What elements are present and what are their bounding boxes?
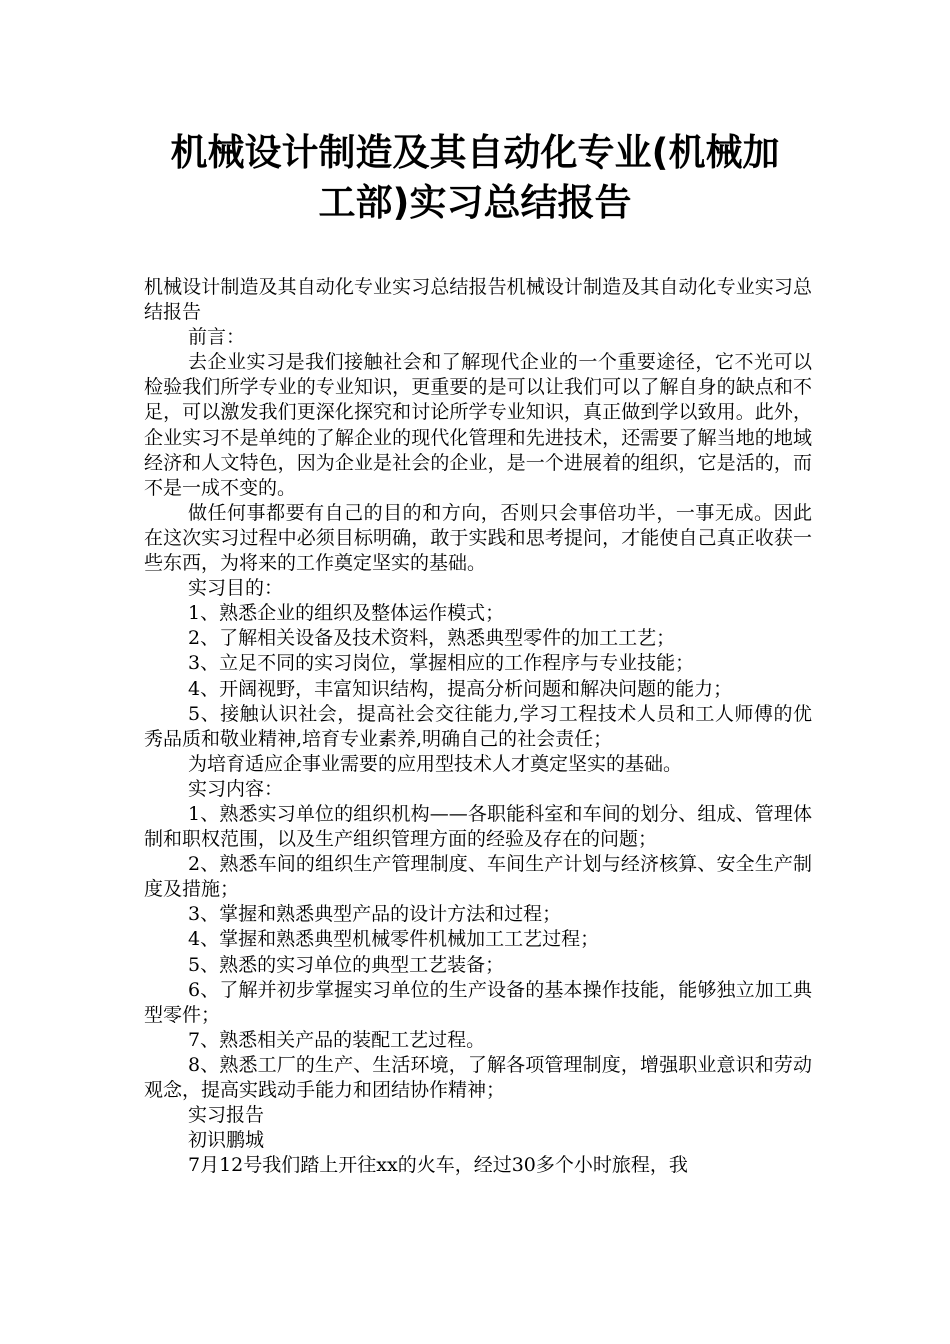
title-line-2: 工部)实习总结报告	[318, 181, 632, 224]
body-paragraph: 6、了解并初步掌握实习单位的生产设备的基本操作技能，能够独立加工典型零件；	[144, 978, 812, 1026]
body-paragraph: 机械设计制造及其自动化专业实习总结报告机械设计制造及其自动化专业实习总结报告	[144, 276, 812, 324]
body-paragraph: 3、立足不同的实习岗位，掌握相应的工作程序与专业技能；	[188, 652, 695, 675]
body-paragraph: 做任何事都要有自己的目的和方向，否则只会事倍功半，一事无成。因此在这次实习过程中必须目标明确，敢于实践和思考提问，才能使自己真正收获一些东西，为将来的工作奠定坚实的基础。	[144, 501, 812, 575]
body-paragraph: 前言：	[188, 326, 246, 349]
body-paragraph: 5、熟悉的实习单位的典型工艺装备；	[188, 953, 505, 976]
body-paragraph: 4、开阔视野，丰富知识结构，提高分析问题和解决问题的能力；	[188, 677, 733, 700]
body-paragraph: 1、熟悉企业的组织及整体运作模式；	[188, 602, 505, 625]
body-paragraph: 实习报告	[188, 1104, 265, 1127]
title-line-1: 机械设计制造及其自动化专业(机械加	[170, 131, 780, 174]
body-paragraph: 去企业实习是我们接触社会和了解现代企业的一个重要途径，它不光可以检验我们所学专业的专业知识，更重要的是可以让我们可以了解自身的缺点和不足，可以激发我们更深化探究和讨论所学专业知识，真正做到学以致用。此外，企业实习不是单纯的了解企业的现代化管理和先进技术，还需要了解当地的地域经济和人文特色，因为企业是社会的企业，是一个进展着的组织，它是活的，而不是一成不变的。	[144, 351, 812, 499]
document-body	[144, 275, 812, 1178]
body-paragraph: 3、掌握和熟悉典型产品的设计方法和过程；	[188, 903, 562, 926]
document-title	[140, 128, 810, 228]
body-paragraph: 实习目的：	[188, 577, 284, 600]
body-paragraph: 初识鹏城	[188, 1129, 265, 1152]
body-paragraph: 为培育适应企事业需要的应用型技术人才奠定坚实的基础。	[188, 752, 683, 775]
body-paragraph: 7、熟悉相关产品的装配工艺过程。	[188, 1028, 486, 1051]
body-paragraph: 实习内容：	[188, 777, 284, 800]
body-paragraph: 5、接触认识社会，提高社会交往能力,学习工程技术人员和工人师傅的优秀品质和敬业精神,培育专业素养,明确自己的社会责任；	[144, 702, 812, 750]
body-paragraph: 4、掌握和熟悉典型机械零件机械加工工艺过程；	[188, 928, 600, 951]
body-paragraph: 2、了解相关设备及技术资料，熟悉典型零件的加工工艺；	[188, 627, 676, 650]
body-paragraph: 7月12号我们踏上开往xx的火车，经过30多个小时旅程，我	[188, 1154, 688, 1177]
body-paragraph: 8、熟悉工厂的生产、生活环境，了解各项管理制度，增强职业意识和劳动观念，提高实践动手能力和团结协作精神；	[144, 1053, 812, 1101]
body-paragraph: 1、熟悉实习单位的组织机构——各职能科室和车间的划分、组成、管理体制和职权范围，以及生产组织管理方面的经验及存在的问题；	[144, 802, 812, 851]
body-paragraph: 2、熟悉车间的组织生产管理制度、车间生产计划与经济核算、安全生产制度及措施；	[144, 853, 812, 901]
